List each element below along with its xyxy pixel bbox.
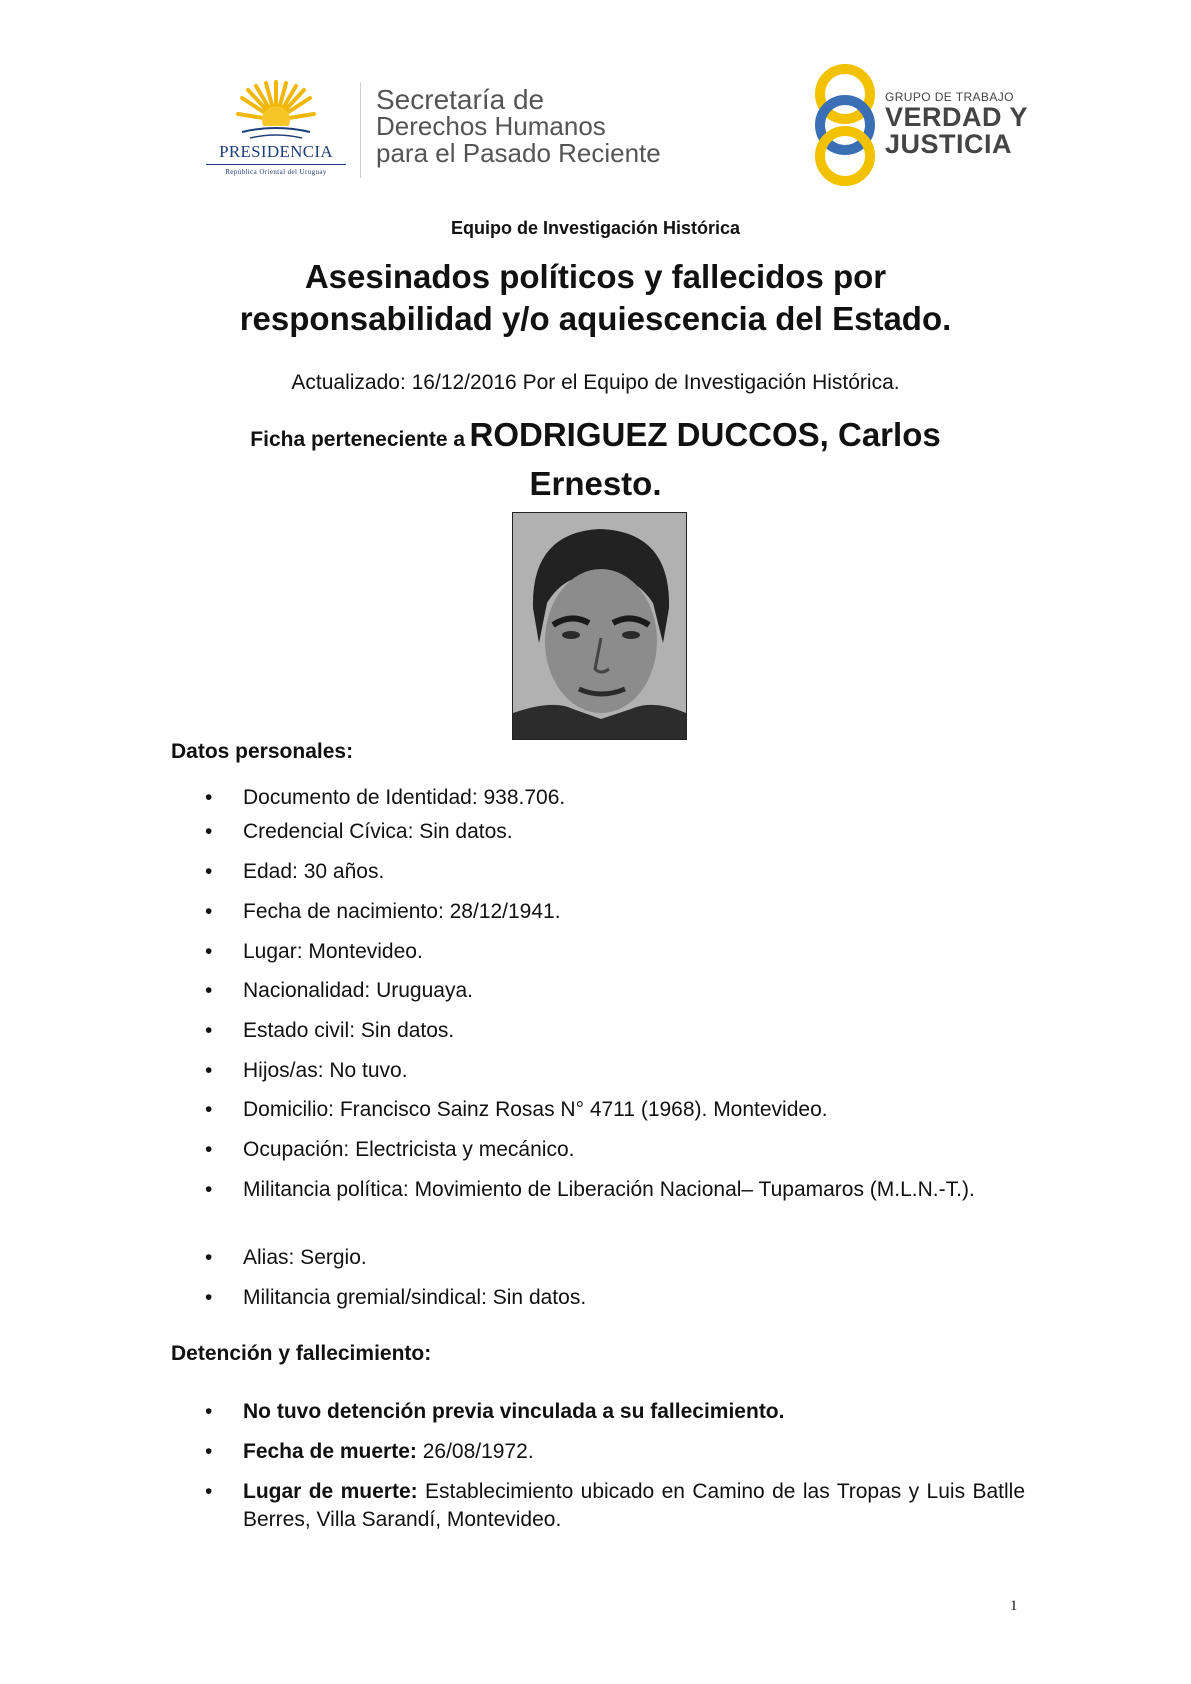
grupo-label: GRUPO DE TRABAJO	[885, 90, 1014, 104]
verdad-justicia-text	[885, 90, 1028, 158]
verdad-justicia-logo	[812, 62, 1032, 188]
rings-icon	[812, 62, 884, 188]
presidencia-logo	[196, 80, 356, 180]
logo-divider	[360, 82, 361, 178]
presidencia-name: PRESIDENCIA	[219, 142, 333, 161]
portrait-photo	[512, 512, 687, 740]
ficha-heading	[180, 414, 1011, 505]
justicia-label: JUSTICIA	[885, 129, 1013, 159]
secretaria-logo-text	[376, 86, 661, 167]
presidencia-subtitle: República Oriental del Uruguay	[225, 168, 327, 176]
secretaria-line-1: Secretaría de	[376, 84, 545, 115]
portrait-image	[513, 513, 686, 739]
death-heading: Detención y fallecimiento:	[171, 1342, 432, 1365]
document-page: PRESIDENCIA República Oriental del Uruguay Secretaría de Derechos Humanos para el Pasado Reciente GRUPO DE TRABAJO VERDAD Y JUSTICIA Equipo de Investigación Histórica Asesinados políticos y fallecidos por responsabilidad y/o aquiescencia del Estado. Actualizado: 16/12/2016 Por el Equipo de Investigación Histórica. Ficha perteneciente a RODRIGUEZ DUCCOS, Carlos Ernesto. Datos personales: • Documento de Identidad: 938.706. • Credencial Cívica: Sin datos. • Edad: 30 años. • Fecha de nacimiento: 28/12/1941. • Lugar: Montevideo. • Nacionalidad: Uruguaya. • Estado civil: Sin datos. • Hijos/as: No tuvo. • Domicilio: Francisco Sainz Rosas N° 4711 (1968). Montevideo. • Ocupación: Electricista y mecánico. • Militancia política: Movimiento de Liberación Nacional– Tupamaros (M.L.N.-T.). • Alias: Sergio. • Militancia gremial/sindical: Sin datos. Detención y fallecimiento: • No tuvo detención previa vinculada a su fallecimiento. • Fecha de muerte: 26/08/1972. • Lugar de muerte: Establecimiento ubicado en Camino de las Tropas y Luis Batlle Berres, Villa Sarandí, Montevideo. 1	[0, 0, 1191, 1684]
sun-icon	[236, 80, 316, 142]
title-line-1: Asesinados políticos y fallecidos por	[304, 258, 887, 295]
personal-data-heading: Datos personales:	[171, 740, 354, 763]
title-line-2: responsabilidad y/o aquiescencia del Estado.	[239, 300, 952, 337]
team-heading: Equipo de Investigación Histórica	[450, 218, 741, 238]
ficha-prefix: Ficha perteneciente a	[250, 428, 466, 451]
presidencia-rule	[206, 164, 346, 165]
ficha-name-continued: Ernesto.	[529, 465, 662, 502]
verdad-label: VERDAD Y	[885, 102, 1029, 132]
updated-line: Actualizado: 16/12/2016 Por el Equipo de Investigación Histórica.	[291, 371, 900, 394]
document-title	[180, 256, 1011, 340]
secretaria-line-3: para el Pasado Reciente	[376, 138, 661, 168]
page-number: 1	[1010, 1598, 1018, 1614]
ficha-name: RODRIGUEZ DUCCOS, Carlos	[469, 416, 941, 453]
secretaria-line-2: Derechos Humanos	[376, 111, 606, 141]
